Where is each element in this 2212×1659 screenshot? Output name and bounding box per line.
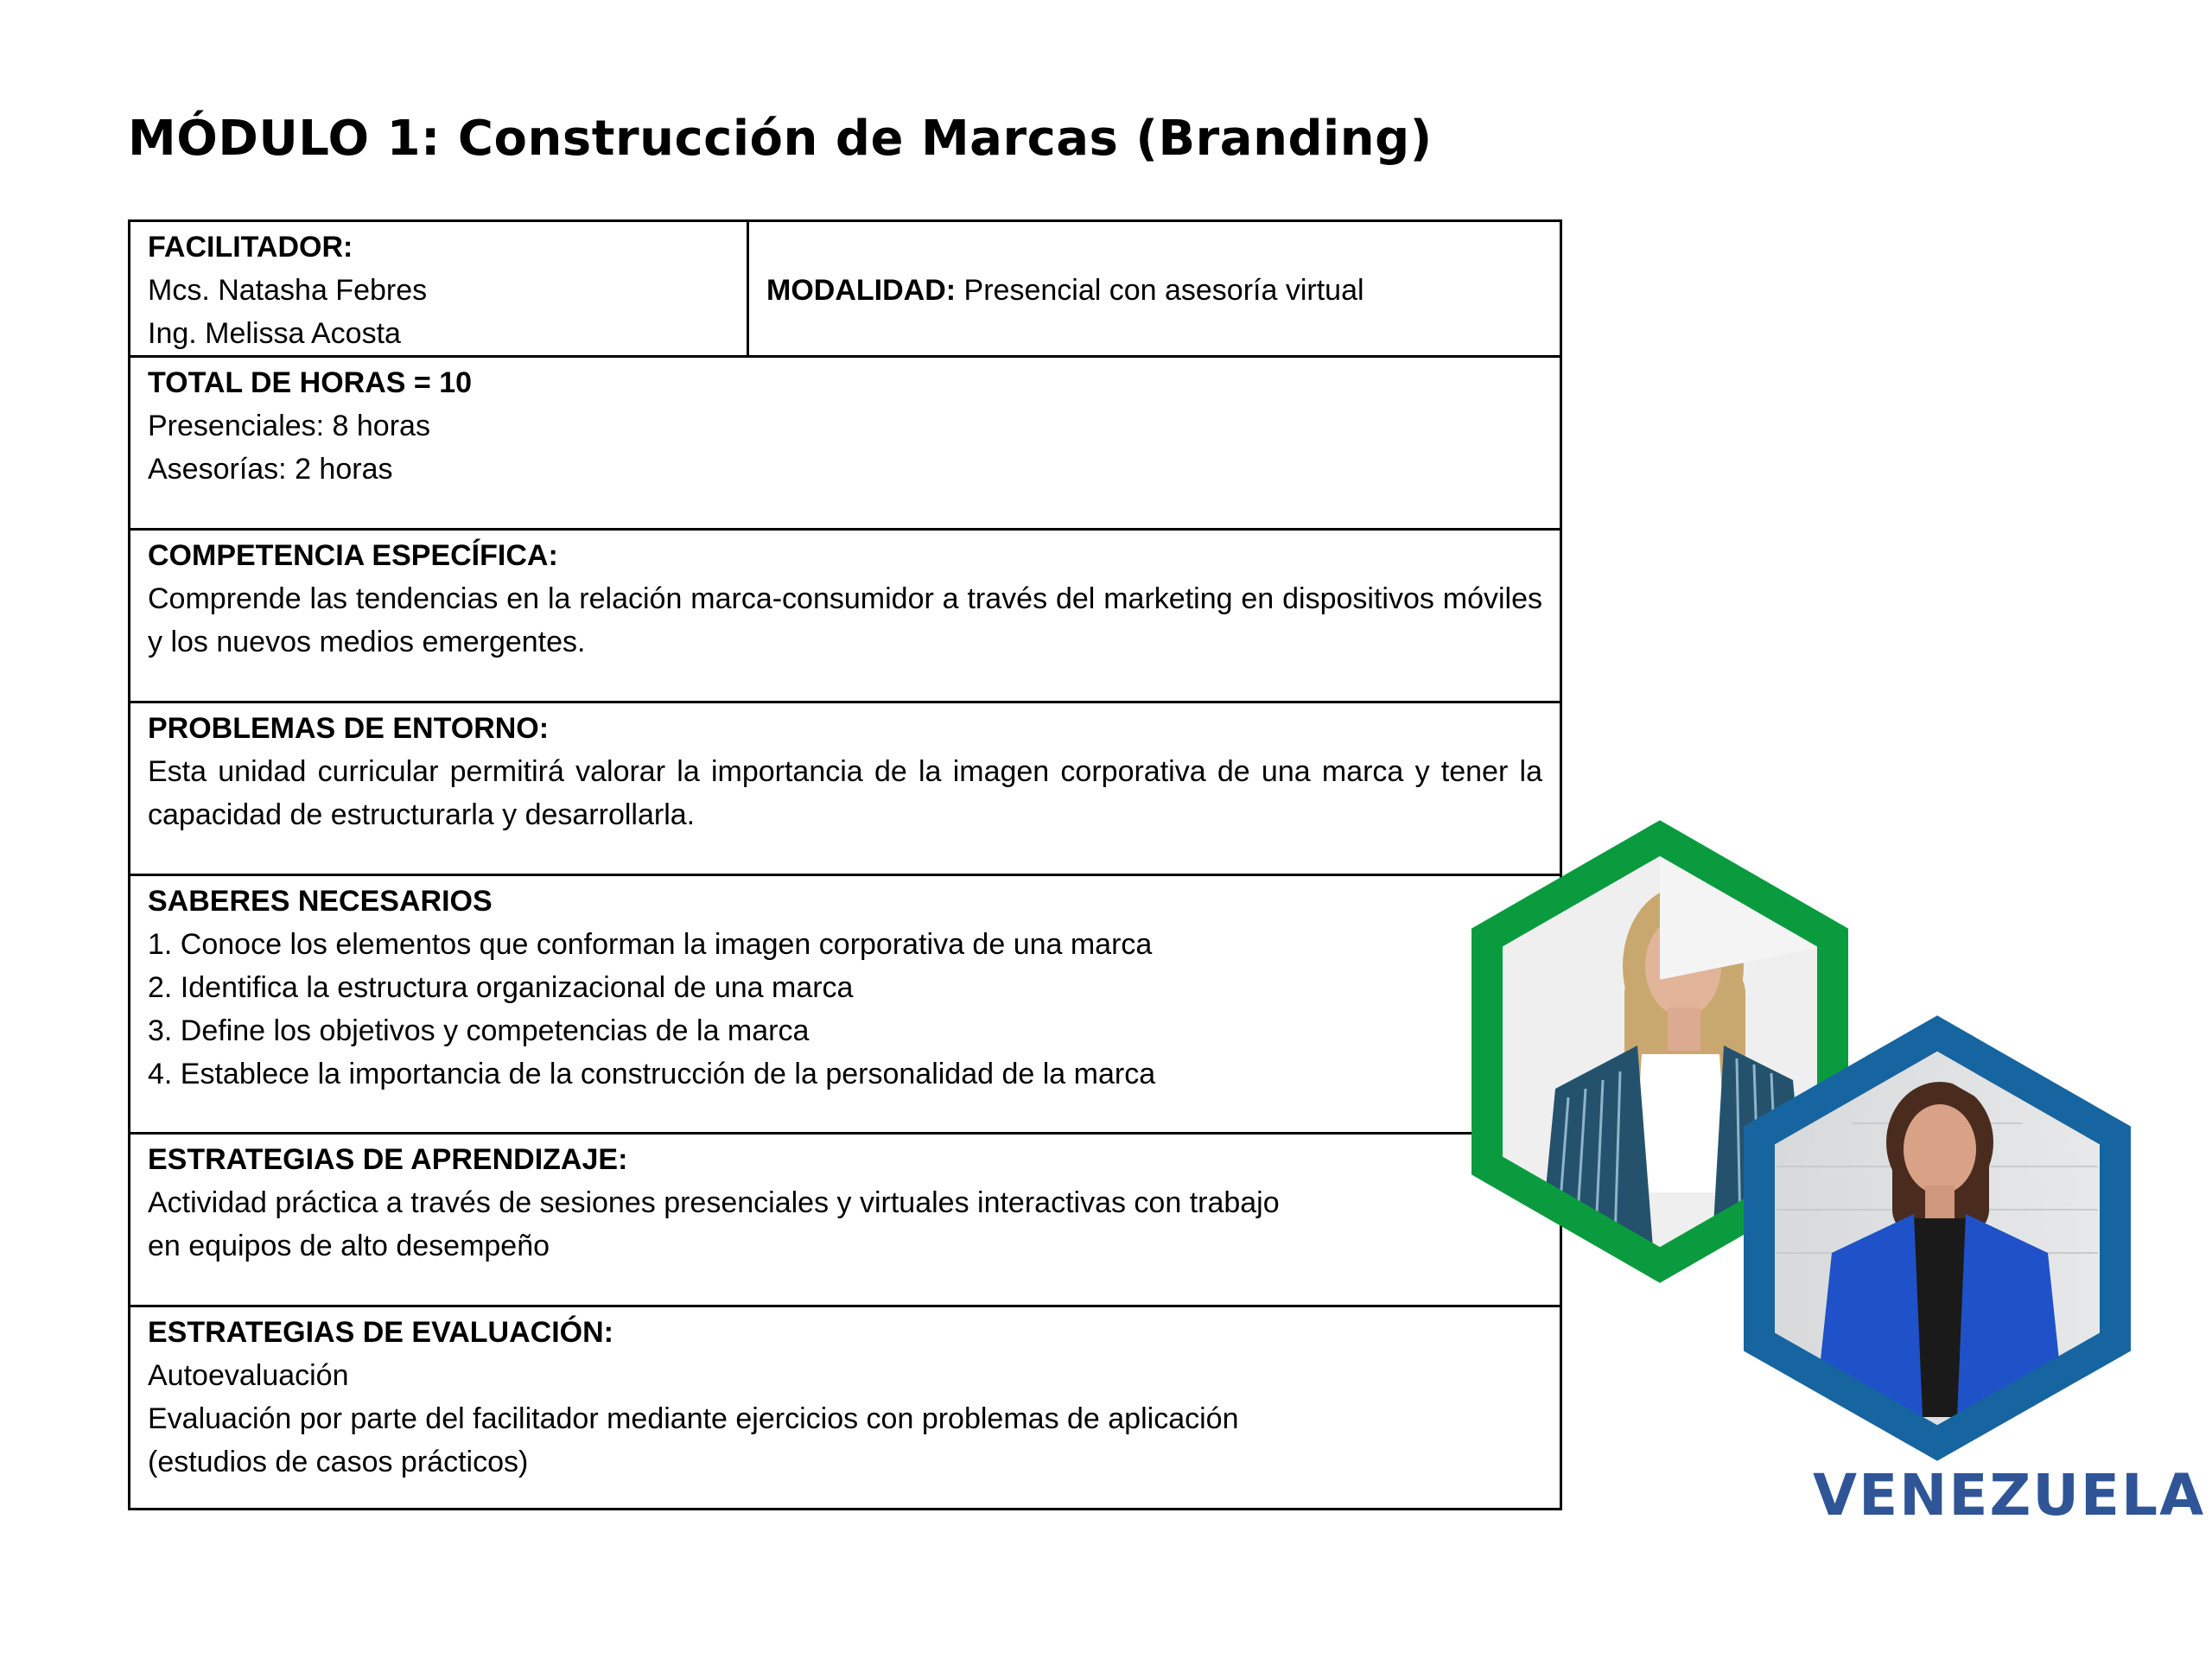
saberes-item: 4. Establece la importancia de la construcción de la personalidad de la marca <box>148 1058 1156 1090</box>
competencia-label: COMPETENCIA ESPECÍFICA: <box>148 539 558 572</box>
aprendizaje-label: ESTRATEGIAS DE APRENDIZAJE: <box>148 1143 628 1176</box>
saberes-label: SABERES NECESARIOS <box>148 885 493 918</box>
evaluacion-line: Evaluación por parte del facilitador mediante ejercicios con problemas de aplicación <box>148 1402 1239 1435</box>
competencia-text: Comprende las tendencias en la relación marca-consumidor a través del marketing en dispositivos móviles y los nuevos medios emergentes. <box>148 582 1542 658</box>
evaluacion-line: Autoevaluación <box>148 1359 349 1392</box>
modalidad-label: MODALIDAD: <box>766 274 957 307</box>
evaluacion-label: ESTRATEGIAS DE EVALUACIÓN: <box>148 1316 613 1349</box>
modalidad-value: Presencial con asesoría virtual <box>963 274 1364 307</box>
problemas-text: Esta unidad curricular permitirá valorar la importancia de la imagen corporativa de una marca y tener la capacidad de estructurarla y desarrollarla. <box>148 755 1542 831</box>
horas-asesorias: Asesorías: 2 horas <box>148 453 393 486</box>
aprendizaje-line: en equipos de alto desempeño <box>148 1230 550 1262</box>
facilitador-name: Mcs. Natasha Febres <box>148 274 428 307</box>
page-title: MÓDULO 1: Construcción de Marcas (Branding) <box>128 111 1433 167</box>
facilitador-name: Ing. Melissa Acosta <box>148 317 401 350</box>
problemas-label: PROBLEMAS DE ENTORNO: <box>148 712 550 745</box>
facilitador-label: FACILITADOR: <box>148 231 353 264</box>
aprendizaje-line: Actividad práctica a través de sesiones presenciales y virtuales interactivas con trabajo <box>148 1186 1280 1219</box>
country-label: VENEZUELA <box>1813 1462 2206 1529</box>
saberes-item: 3. Define los objetivos y competencias de la marca <box>148 1014 810 1047</box>
portrait-melissa <box>1745 1028 2126 1460</box>
horas-label: TOTAL DE HORAS = 10 <box>148 366 473 399</box>
saberes-item: 1. Conoce los elementos que conforman la imagen corporativa de una marca <box>148 928 1153 961</box>
saberes-item: 2. Identifica la estructura organizacional de una marca <box>148 971 854 1004</box>
horas-presenciales: Presenciales: 8 horas <box>148 410 430 442</box>
evaluacion-line: (estudios de casos prácticos) <box>148 1446 529 1478</box>
